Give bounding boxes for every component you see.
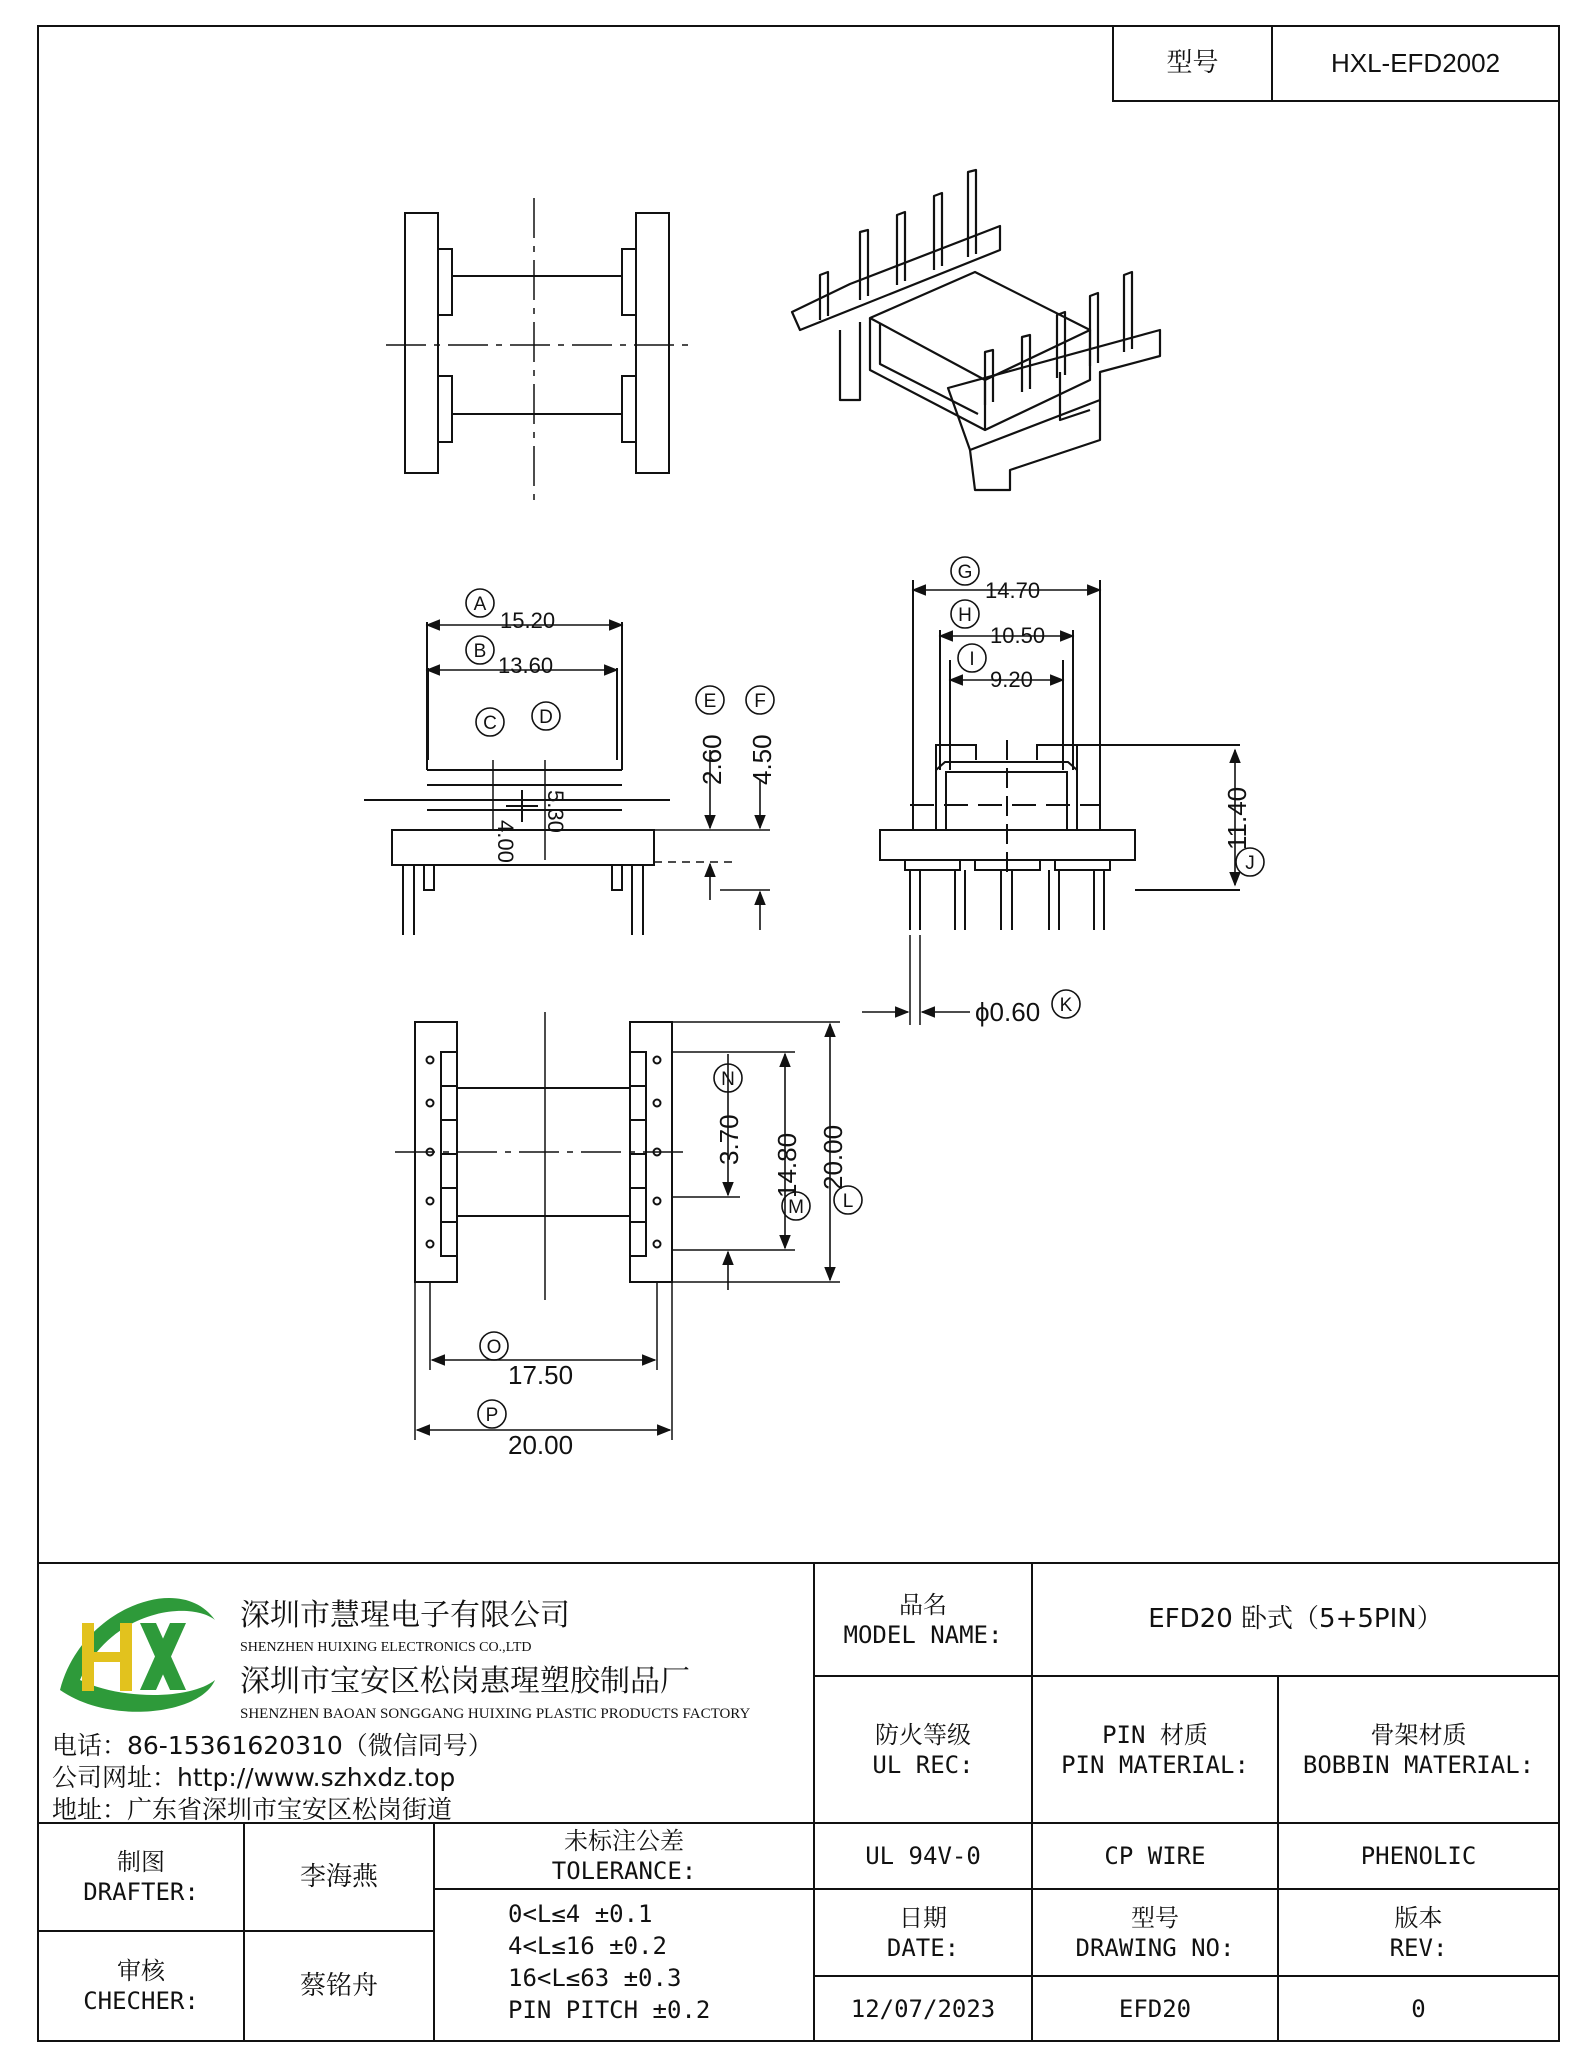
- letter-I: I: [969, 649, 975, 670]
- drafter-cn: 制图: [117, 1848, 165, 1876]
- model-name-cn: 品名: [899, 1590, 947, 1619]
- dim-B-value: 13.60: [498, 653, 554, 678]
- date-en: DATE:: [886, 1933, 960, 1962]
- drawing-no-value: EFD20: [1118, 1994, 1192, 2023]
- bobbin-material-value: PHENOLIC: [1360, 1842, 1477, 1870]
- drawing-no-en: DRAWING NO:: [1075, 1933, 1235, 1962]
- date-value: 12/07/2023: [850, 1994, 996, 2023]
- drafter-label: [38, 1823, 244, 1931]
- dim-L-value: 20.00: [818, 1124, 848, 1190]
- letter-P: P: [485, 1405, 499, 1426]
- letter-J: J: [1245, 853, 1255, 874]
- ul-rec-label: [814, 1676, 1032, 1823]
- checker-en: CHECHER:: [83, 1987, 199, 2015]
- pin-material-cn: PIN 材质: [1102, 1720, 1208, 1749]
- tolerance-row-2: 4<L≤16 ±0.2: [508, 1932, 667, 1960]
- header-model-value: HXL-EFD2002: [1330, 48, 1501, 79]
- dim-P-value: 20.00: [508, 1430, 574, 1460]
- letter-N: N: [721, 1069, 735, 1090]
- dim-D-value: 5.30: [543, 790, 568, 833]
- company-name-en-1: SHENZHEN HUIXING ELECTRONICS CO.,LTD: [240, 1640, 532, 1655]
- bobbin-material-en: BOBBIN MATERIAL:: [1302, 1750, 1535, 1779]
- dim-M-value: 14.80: [772, 1132, 802, 1198]
- tolerance-en: TOLERANCE:: [551, 1857, 697, 1885]
- letter-D: D: [539, 707, 553, 728]
- isometric-view: [792, 170, 1160, 490]
- tolerance-cn: 未标注公差: [564, 1827, 684, 1855]
- date-cn: 日期: [899, 1903, 947, 1932]
- company-name-cn-1: 深圳市慧瑆电子有限公司: [240, 1598, 570, 1633]
- tolerance-label: [434, 1823, 814, 1889]
- company-name-en-2: SHENZHEN BAOAN SONGGANG HUIXING PLASTIC PRODUCTS FACTORY: [240, 1706, 751, 1722]
- company-logo: [60, 1598, 215, 1712]
- company-name-cn-2: 深圳市宝安区松岗惠瑆塑胶制品厂: [240, 1664, 690, 1699]
- company-phone: 电话：86-15361620310（微信同号）: [52, 1731, 493, 1760]
- letter-C: C: [483, 713, 497, 734]
- checker-label: [38, 1931, 244, 2041]
- dim-C-value: 4.00: [493, 820, 518, 863]
- company-website[interactable]: 公司网址：http://www.szhxdz.top: [52, 1763, 456, 1792]
- letter-F: F: [754, 691, 766, 712]
- company-address: 地址：广东省深圳市宝安区松岗街道: [52, 1795, 453, 1824]
- model-name-label: [814, 1563, 1032, 1676]
- dim-E-value: 2.60: [697, 734, 727, 785]
- model-name-value: EFD20 卧式（5+5PIN）: [1148, 1604, 1443, 1635]
- drawing-no-cn: 型号: [1131, 1903, 1179, 1932]
- drawing-no-label: [1032, 1889, 1278, 1976]
- pin-material-en: PIN MATERIAL:: [1061, 1750, 1249, 1779]
- side-view: [880, 580, 1240, 1025]
- letter-G: G: [957, 562, 973, 583]
- bobbin-material-label: [1278, 1676, 1559, 1823]
- pin-material-label: [1032, 1676, 1278, 1823]
- top-view: [386, 198, 690, 500]
- tolerance-row-4: PIN PITCH ±0.2: [508, 1996, 711, 2024]
- letter-A: A: [473, 594, 487, 615]
- checker-value: 蔡铭舟: [299, 1970, 378, 2001]
- bobbin-material-cn: 骨架材质: [1370, 1720, 1467, 1749]
- rev-en: REV:: [1389, 1933, 1448, 1962]
- bottom-view: [395, 1012, 840, 1440]
- dim-F-value: 4.50: [747, 734, 777, 785]
- dim-G-value: 14.70: [985, 578, 1041, 603]
- dim-I-value: 9.20: [990, 667, 1033, 692]
- dim-O-value: 17.50: [508, 1360, 574, 1390]
- rev-value: 0: [1411, 1994, 1426, 2023]
- letter-B: B: [473, 641, 487, 662]
- letter-E: E: [703, 691, 717, 712]
- checker-cn: 审核: [117, 1957, 165, 1985]
- letter-L: L: [842, 1191, 854, 1212]
- ul-rec-cn: 防火等级: [875, 1720, 971, 1749]
- dim-J-value: 11.40: [1222, 786, 1252, 850]
- ul-rec-en: UL REC:: [872, 1750, 974, 1779]
- dim-K-value: ϕ0.60: [975, 997, 1041, 1027]
- dim-A-value: 15.20: [500, 608, 556, 633]
- drafter-value: 李海燕: [299, 1861, 378, 1892]
- letter-H: H: [958, 605, 972, 626]
- letter-M: M: [788, 1197, 804, 1218]
- letter-K: K: [1059, 995, 1073, 1016]
- dim-H-value: 10.50: [990, 623, 1046, 648]
- drafter-en: DRAFTER:: [83, 1878, 199, 1906]
- model-name-en: MODEL NAME:: [843, 1620, 1003, 1649]
- ul-rec-value: UL 94V-0: [865, 1842, 981, 1870]
- date-label: [814, 1889, 1032, 1976]
- tolerance-row-1: 0<L≤4 ±0.1: [508, 1900, 653, 1928]
- tolerance-row-3: 16<L≤63 ±0.3: [508, 1964, 682, 1992]
- rev-label: [1278, 1889, 1559, 1976]
- dim-N-value: 3.70: [714, 1114, 744, 1165]
- letter-O: O: [486, 1337, 502, 1358]
- header-model-label: 型号: [1166, 48, 1219, 79]
- rev-cn: 版本: [1394, 1903, 1443, 1932]
- pin-material-value: CP WIRE: [1104, 1842, 1206, 1870]
